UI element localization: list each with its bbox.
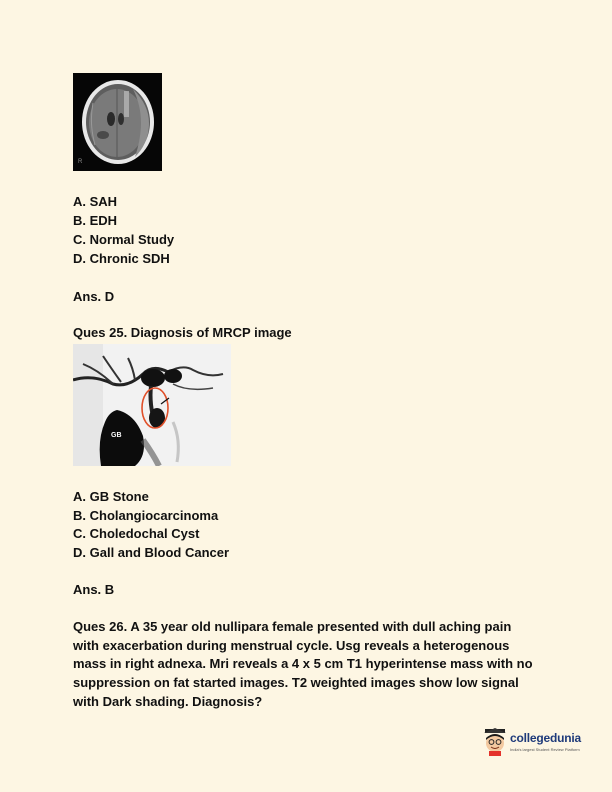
brand-tagline: India's largest Student Review Platform [510,747,580,752]
ct-corner-mark: R [78,159,83,165]
q26-line-2: with exacerbation during menstrual cycle. Usg reveals a heterogenous [73,638,510,653]
q24-option-d: D. Chronic SDH [73,251,170,266]
mrcp-image [73,344,231,466]
collegedunia-logo[interactable] [482,728,592,758]
q25-answer: Ans. B [73,582,115,597]
q24-option-a: A. SAH [73,194,118,209]
q25-option-d: D. Gall and Blood Cancer [73,545,230,560]
q24-answer: Ans. D [73,289,115,304]
q26-line-3: mass in right adnexa. Mri reveals a 4 x 5 cm T1 hyperintense mass with no [73,656,533,671]
q25-option-b: B. Cholangiocarcinoma [73,508,219,523]
ct-brain-scan-graphic [73,73,162,171]
q24-option-c: C. Normal Study [73,232,175,247]
q26-line-1: Ques 26. A 35 year old nullipara female presented with dull aching pain [73,619,512,634]
mascot-icon [482,728,508,756]
ct-brain-image [73,73,162,171]
mrcp-graphic [73,344,231,466]
mrcp-gb-label: GB [111,432,122,439]
q25-option-c: C. Choledochal Cyst [73,526,200,541]
q25-question: Ques 25. Diagnosis of MRCP image [73,325,292,340]
q24-option-b: B. EDH [73,213,118,228]
brand-name: collegedunia [510,731,581,745]
q25-option-a: A. GB Stone [73,489,149,504]
q26-line-5: with Dark shading. Diagnosis? [73,694,263,709]
q26-line-4: suppression on fat started images. T2 weighted images show low signal [73,675,519,690]
